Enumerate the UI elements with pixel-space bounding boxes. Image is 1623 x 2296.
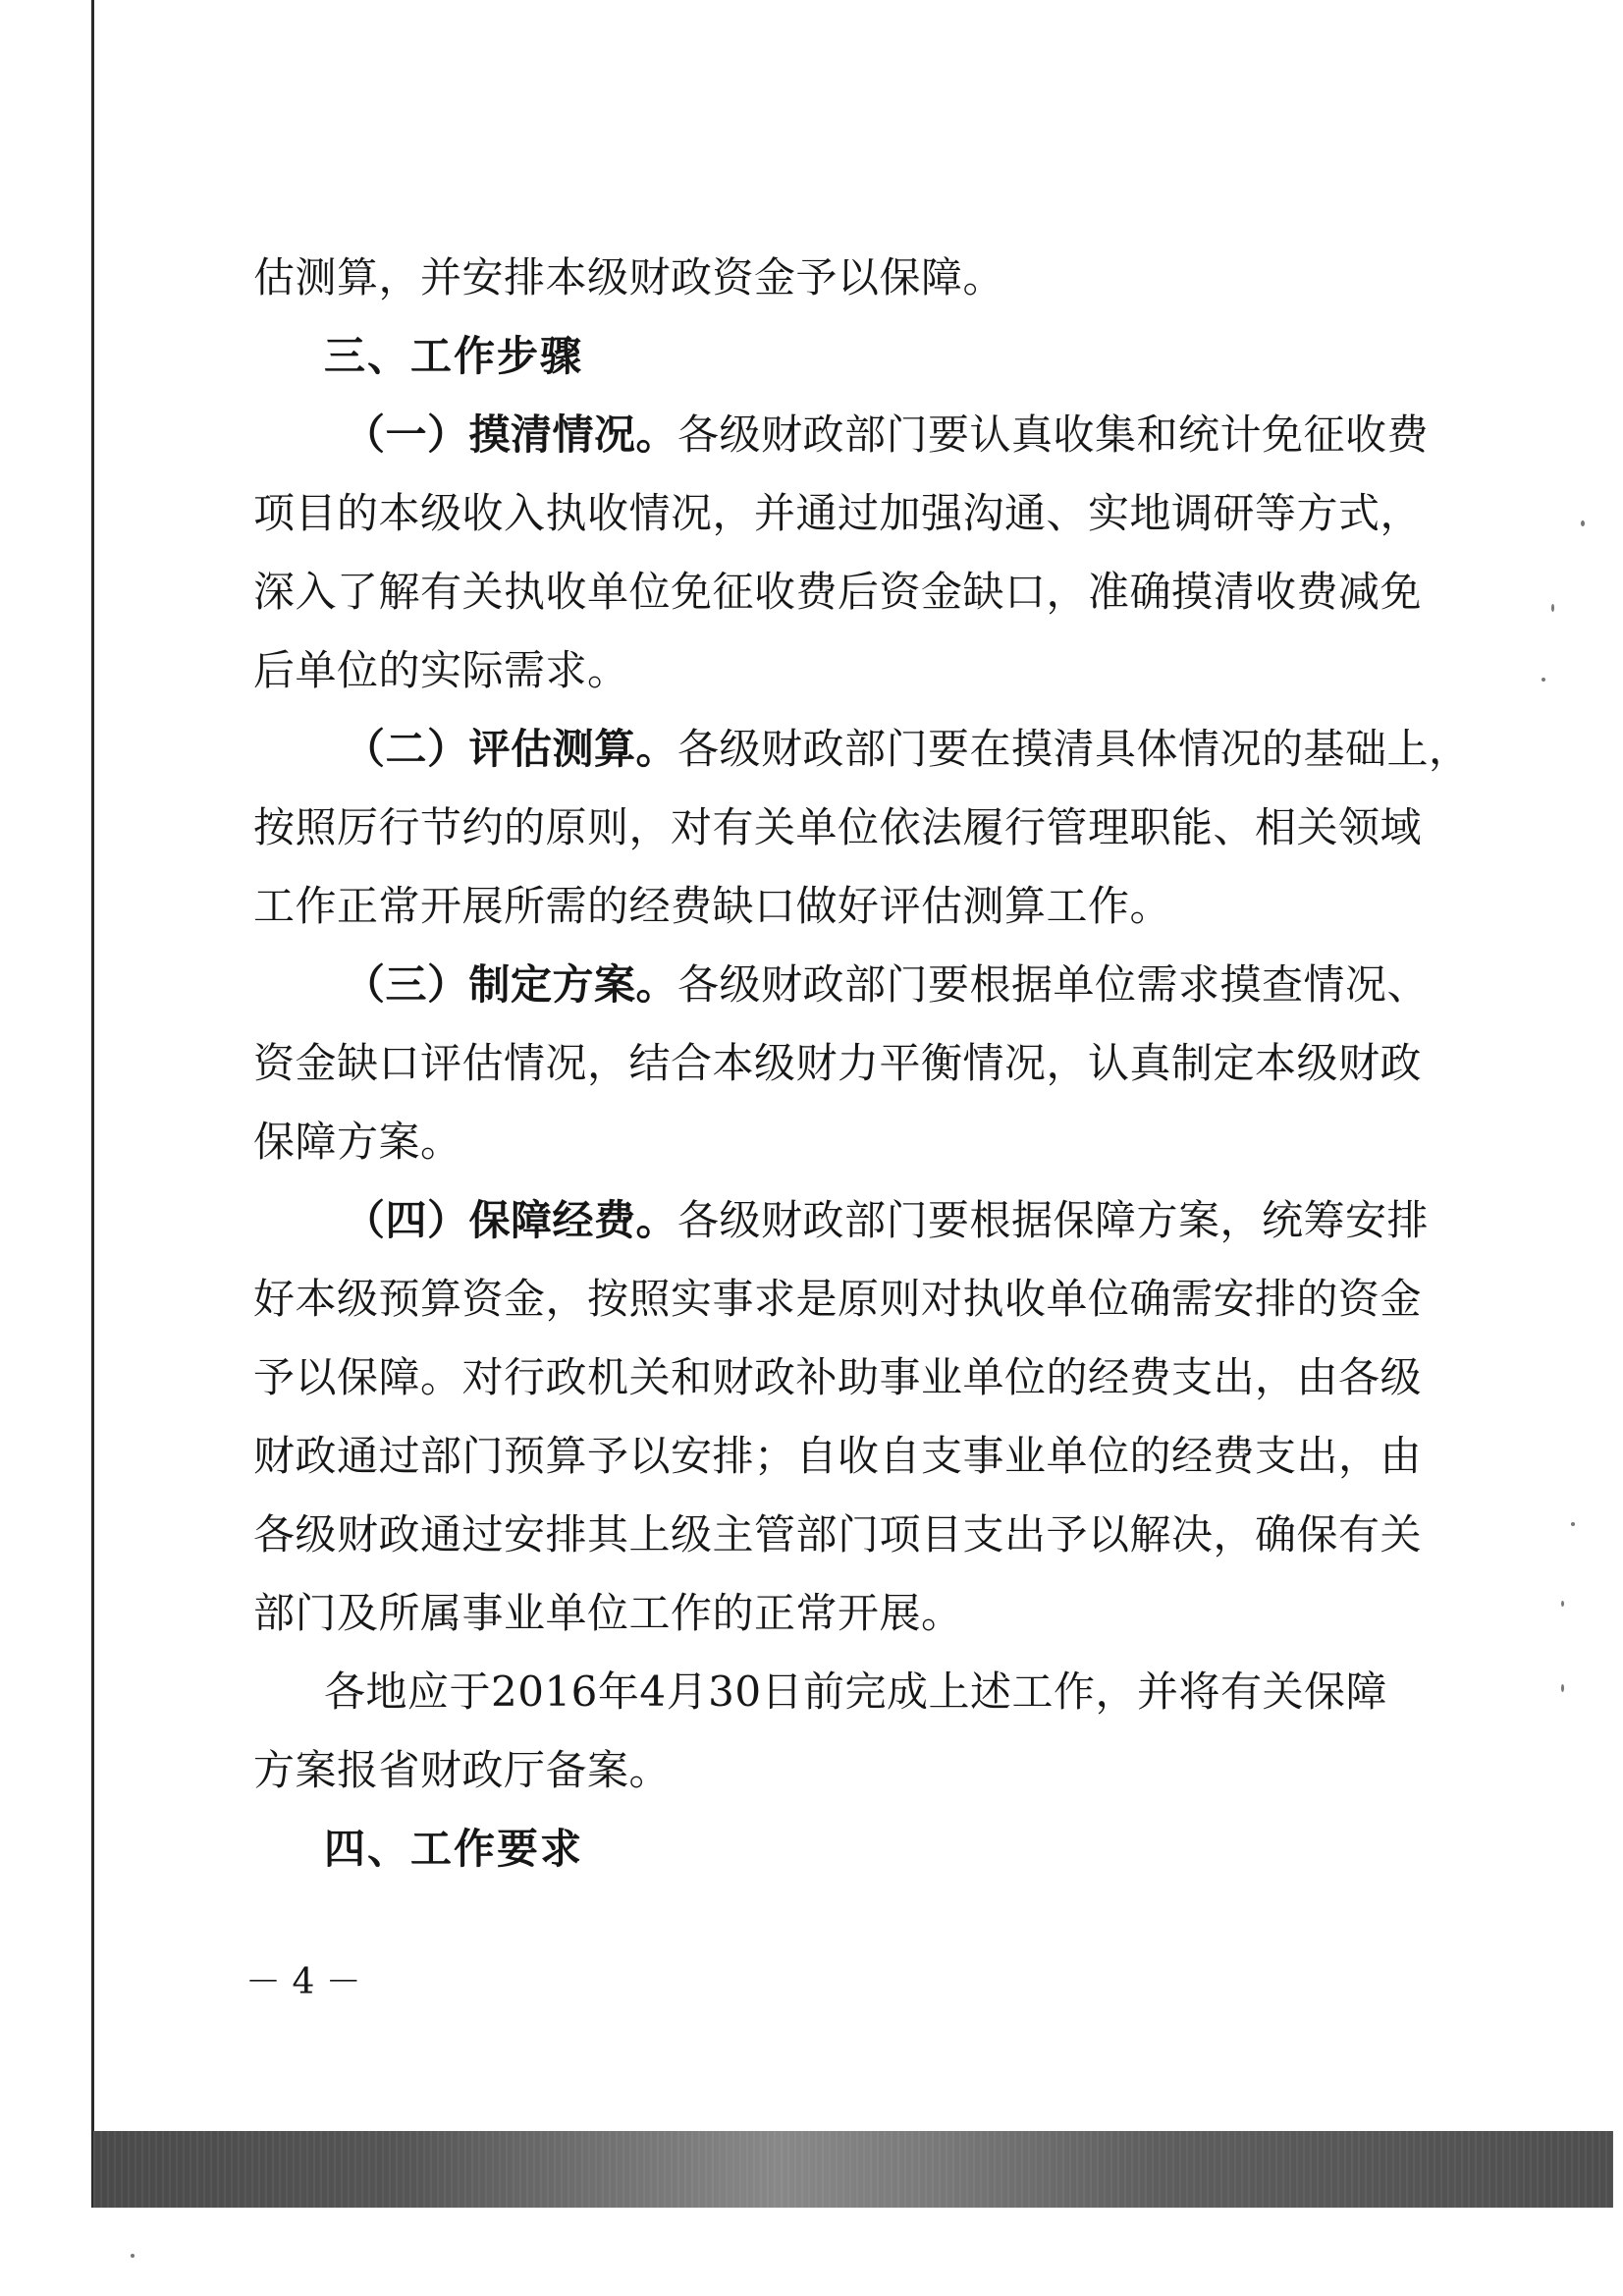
text-segment: 财政通过部门预算予以安排；自收自支事业单位的经费支出，由 — [253, 1432, 1423, 1480]
subsection-title: （一）摸清情况。 — [344, 410, 678, 459]
text-line — [253, 1039, 1432, 1087]
text-segment: 各级财政部门要根据单位需求摸查情况、 — [677, 960, 1430, 1009]
paragraph-first-line — [324, 1667, 1502, 1716]
text-segment: 各级财政部门要根据保障方案，统筹安排 — [677, 1196, 1430, 1244]
subsection-title: （四）保障经费。 — [344, 1196, 678, 1244]
text-line — [253, 1510, 1432, 1558]
scan-speck — [1581, 520, 1585, 526]
scan-footer-band — [93, 2131, 1613, 2208]
scan-speck — [1561, 1601, 1564, 1607]
text-segment: 好本级预算资金，按照实事求是原则对执收单位确需安排的资金 — [253, 1275, 1423, 1323]
subsection-title: （三）制定方案。 — [344, 960, 678, 1009]
text-segment: 后单位的实际需求。 — [253, 646, 629, 694]
text-segment: 各级财政部门要认真收集和统计免征收费 — [677, 410, 1430, 459]
paragraph-first-line — [344, 410, 1522, 459]
text-segment: 工作正常开展所需的经费缺口做好评估测算工作。 — [253, 882, 1172, 930]
text-line — [253, 1118, 1432, 1166]
text-segment: 部门及所属事业单位工作的正常开展。 — [253, 1589, 963, 1637]
text-segment: 各级财政部门要在摸清具体情况的基础上， — [677, 725, 1471, 773]
page-number: － 4 － — [245, 1962, 361, 2002]
paragraph-first-line — [344, 725, 1522, 773]
text-line — [253, 568, 1432, 616]
text-segment: 估测算，并安排本级财政资金予以保障。 — [253, 253, 1005, 301]
text-line — [253, 489, 1432, 537]
text-segment: 资金缺口评估情况，结合本级财力平衡情况，认真制定本级财政 — [253, 1039, 1423, 1087]
text-line — [253, 882, 1432, 930]
text-segment: 方案报省财政厅备案。 — [253, 1746, 672, 1794]
text-segment: 各级财政通过安排其上级主管部门项目支出予以解决，确保有关 — [253, 1510, 1423, 1558]
paragraph-first-line — [344, 1196, 1522, 1244]
text-line — [253, 1589, 1432, 1637]
scan-speck — [1571, 1522, 1575, 1526]
text-line — [253, 1746, 1432, 1794]
text-line — [253, 803, 1432, 851]
binding-margin-line — [91, 0, 94, 2208]
section-heading-text: 四、工作要求 — [324, 1825, 584, 1873]
section-heading — [324, 1825, 1502, 1873]
text-segment: 深入了解有关执收单位免征收费后资金缺口，准确摸清收费减免 — [253, 568, 1423, 616]
text-segment: 按照厉行节约的原则，对有关单位依法履行管理职能、相关领域 — [253, 803, 1423, 851]
text-line — [253, 1275, 1432, 1323]
scan-speck — [131, 2254, 135, 2258]
text-line — [253, 1432, 1432, 1480]
section-heading — [324, 332, 1502, 380]
subsection-title: （二）评估测算。 — [344, 725, 678, 773]
text-segment: 保障方案。 — [253, 1118, 462, 1166]
text-segment: 项目的本级收入执收情况，并通过加强沟通、实地调研等方式， — [253, 489, 1423, 537]
text-line — [253, 253, 1432, 301]
text-line — [253, 1353, 1432, 1401]
text-line — [253, 646, 1432, 694]
scan-speck — [1542, 678, 1545, 682]
paragraph-first-line — [344, 960, 1522, 1009]
scan-speck — [1561, 1684, 1564, 1692]
text-segment: 各地应于2016年4月30日前完成上述工作，并将有关保障 — [324, 1667, 1388, 1716]
section-heading-text: 三、工作步骤 — [324, 332, 584, 380]
text-segment: 予以保障。对行政机关和财政补助事业单位的经费支出，由各级 — [253, 1353, 1423, 1401]
scan-speck — [1551, 604, 1554, 612]
